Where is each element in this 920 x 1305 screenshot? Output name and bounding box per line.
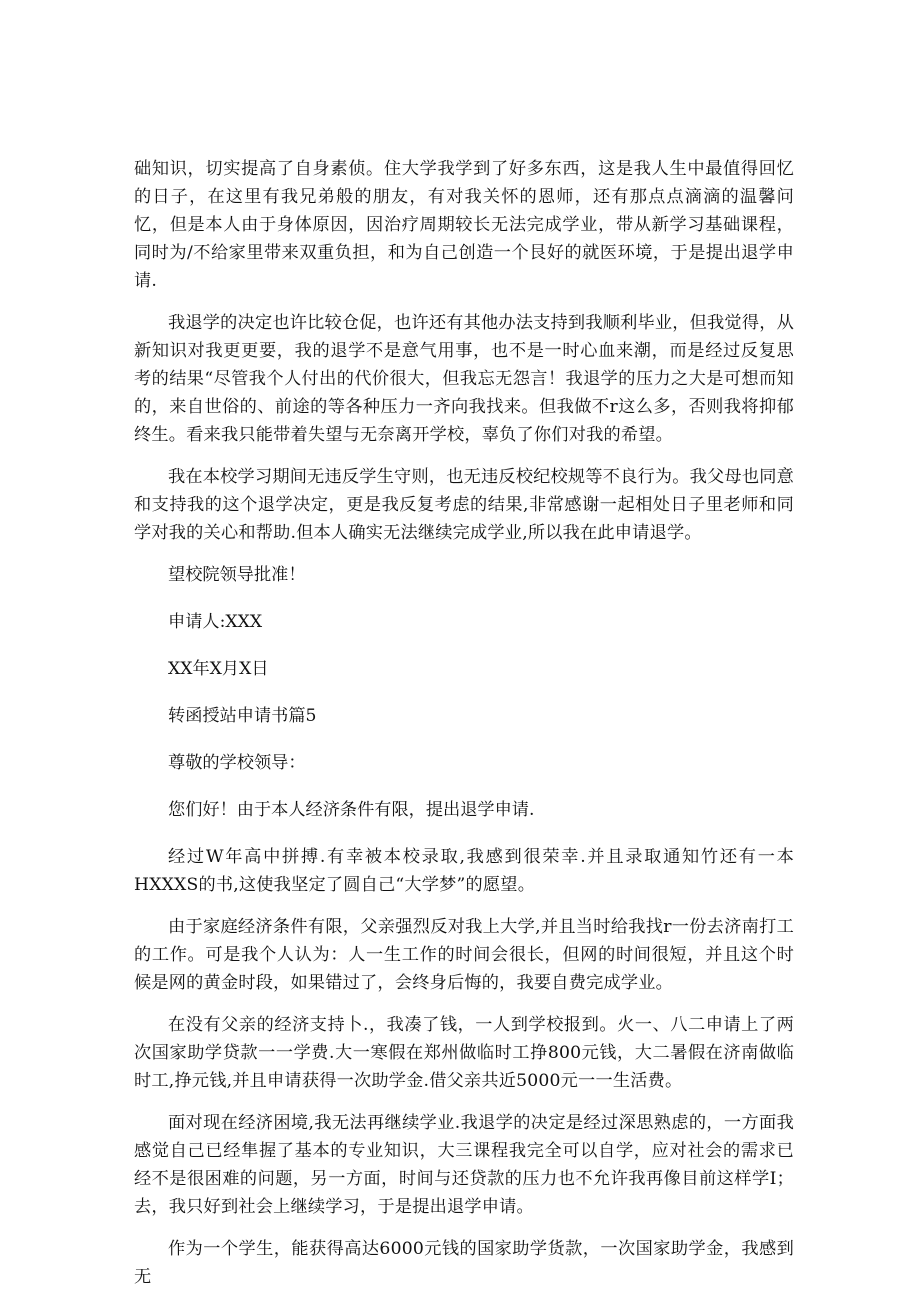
paragraph-3: 我在本校学习期间无违反学生守则，也无违反校纪校规等不良行为。我父母也同意和支持我的这个退学决定，更是我反复考虑的结果,非常感谢一起相处日子里老师和同学对我的关心和帮助.但本人确实无法继续完成学业,所以我在此申请退学。: [134, 467, 794, 543]
paragraph-8: 作为一个学生，能获得高达6000元钱的国家助学货款，一次国家助学金，我感到无: [134, 1239, 794, 1287]
paragraph-7: 面对现在经济困境,我无法再继续学业.我退学的决定是经过深思熟虑的，一方面我感觉自己已经隼握了基本的专业知识，大三课程我完全可以自学，应对社会的需求已经不是很困难的问题，另一方面，时间与还贷款的压力也不允许我再像目前这样学I；去，我只好到社会上继续学习，于是提出退学申请。: [134, 1113, 794, 1217]
document-body: [134, 155, 794, 1305]
applicant-line: 申请人:XXX: [168, 612, 263, 632]
paragraph-5: 由于家庭经济条件有限，父亲强烈反对我上大学,并且当时给我找r一份去济南打工的工作。可是我个人认为：人一生工作的时间会很长，但网的时间很短，并且这个时候是网的黄金时段，如果错过了，会终身后悔的，我要自费完成学业。: [134, 917, 794, 993]
section-title: 转函授站申请书篇5: [168, 706, 317, 726]
paragraph-6: 在没有父亲的经济支持卜.，我凑了钱，一人到学校报到。火一、八二申请上了两次国家助学贷款一一学费.大一寒假在郑州做临时工挣800元钱，大二暑假在济南做临时工,挣元钱,并且申请获得一次助学金.借父亲共近5000元一一生活费。: [134, 1015, 794, 1091]
date-line: XX年X月X日: [168, 659, 269, 679]
salutation: 尊敬的学校领导：: [168, 753, 306, 773]
paragraph-4: 经过W年高中拼搏.有幸被本校录取,我感到很荣幸.并且录取通知竹还有一本HXXXS的书,这使我坚定了圆自己“大学梦”的愿望。: [134, 847, 794, 895]
approval-line: 望校院领导批准！: [168, 565, 306, 585]
greeting-line: 您们好！由于本人经济条件有限，提出退学申请.: [168, 800, 535, 820]
paragraph-1: 础知识，切实提高了自身素侦。住大学我学到了好多东西，这是我人生中最值得回忆的日子，在这里有我兄弟般的朋友，有对我关怀的恩师，还有那点点滴滴的温馨问忆，但是本人由于身体原因，因治疗周期较长无法完成学业，带从新学习基础课程，同时为/不给家里带来双重负担，和为自己创造一个艮好的就医环境，于是提出退学申请.: [134, 159, 794, 291]
paragraph-2: 我退学的决定也许比较仓促，也许还有其他办法支持到我顺利毕业，但我觉得，从新知识对我更更要，我的退学不是意气用事，也不是一时心血来潮，而是经过反复思考的结果“尽管我个人付出的代价很大，但我忘无怨言！我退学的压力之大是可想而知的，来自世俗的、前途的等各种压力一齐向我找来。但我做不r这么多，否则我将抑郁终生。看来我只能带着失望与无奈离开学校，辜负了你们对我的希望。: [134, 313, 794, 445]
